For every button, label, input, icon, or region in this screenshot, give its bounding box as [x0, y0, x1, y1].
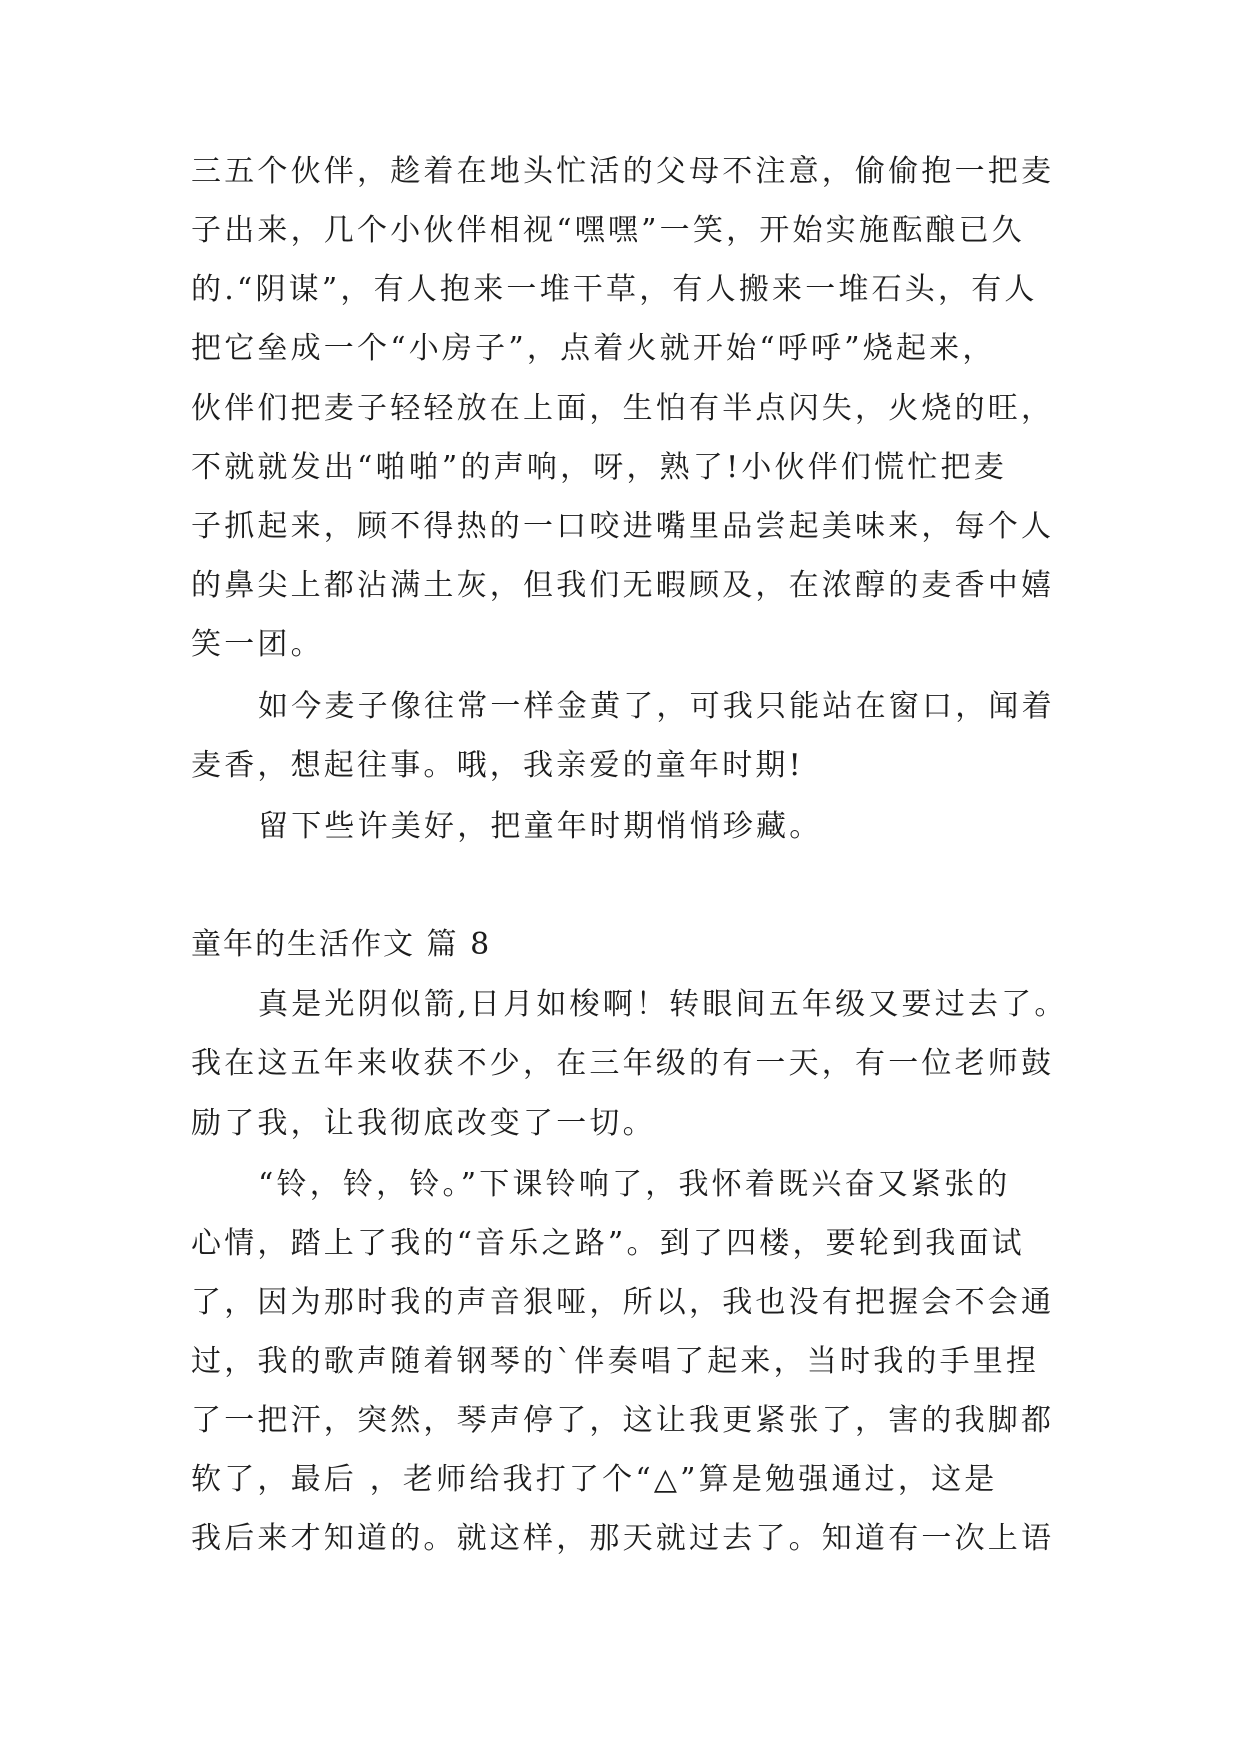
text-line: 不就就发出“啪啪”的声响，呀，熟了!小伙伴们慌忙把麦 — [191, 450, 1007, 485]
text-line: 我在这五年来收获不少，在三年级的有一天，有一位老师鼓 — [191, 1046, 1055, 1081]
text-line: 伙伴们把麦子轻轻放在上面，生怕有半点闪失，火烧的旺， — [191, 391, 1055, 426]
text-line: 麦香，想起往事。哦，我亲爱的童年时期! — [191, 748, 804, 783]
text-line: 子抓起来，顾不得热的一口咬进嘴里品尝起美味来，每个人 — [191, 509, 1055, 544]
text-line: 子出来，几个小伙伴相视“嘿嘿”一笑，开始实施酝酿已久 — [191, 213, 1025, 248]
text-line: 了一把汗，突然，琴声停了，这让我更紧张了，害的我脚都 — [191, 1403, 1055, 1438]
text-line: 留下些许美好，把童年时期悄悄珍藏。 — [258, 809, 823, 844]
text-line: 过，我的歌声随着钢琴的`伴奏唱了起来，当时我的手里捏 — [191, 1344, 1040, 1379]
text-line: 软了，最后 ，老师给我打了个“△”算是勉强通过，这是 — [191, 1462, 998, 1497]
text-line: 如今麦子像往常一样金黄了，可我只能站在窗口，闻着 — [258, 689, 1055, 724]
text-line: 我后来才知道的。就这样，那天就过去了。知道有一次上语 — [191, 1521, 1055, 1556]
text-line: “铃，铃，铃。”下课铃响了，我怀着既兴奋又紧张的 — [258, 1167, 1011, 1202]
text-line: 的.“阴谋”，有人抱来一堆干草，有人搬来一堆石头，有人 — [191, 272, 1038, 307]
text-line: 的鼻尖上都沾满土灰，但我们无暇顾及，在浓醇的麦香中嬉 — [191, 568, 1055, 603]
text-line: 笑一团。 — [191, 627, 324, 662]
text-line: 励了我，让我彻底改变了一切。 — [191, 1106, 656, 1141]
text-line: 三五个伙伴，趁着在地头忙活的父母不注意，偷偷抱一把麦 — [191, 154, 1055, 189]
section-heading: 童年的生活作文 篇 8 — [191, 927, 492, 962]
text-line: 真是光阴似箭,日月如梭啊！转眼间五年级又要过去了。 — [258, 987, 1068, 1022]
text-line: 把它垒成一个“小房子”，点着火就开始“呼呼”烧起来， — [191, 331, 996, 366]
text-line: 了，因为那时我的声音狠哑，所以，我也没有把握会不会通 — [191, 1285, 1055, 1320]
text-line: 心情，踏上了我的“音乐之路”。到了四楼，要轮到我面试 — [191, 1226, 1025, 1261]
